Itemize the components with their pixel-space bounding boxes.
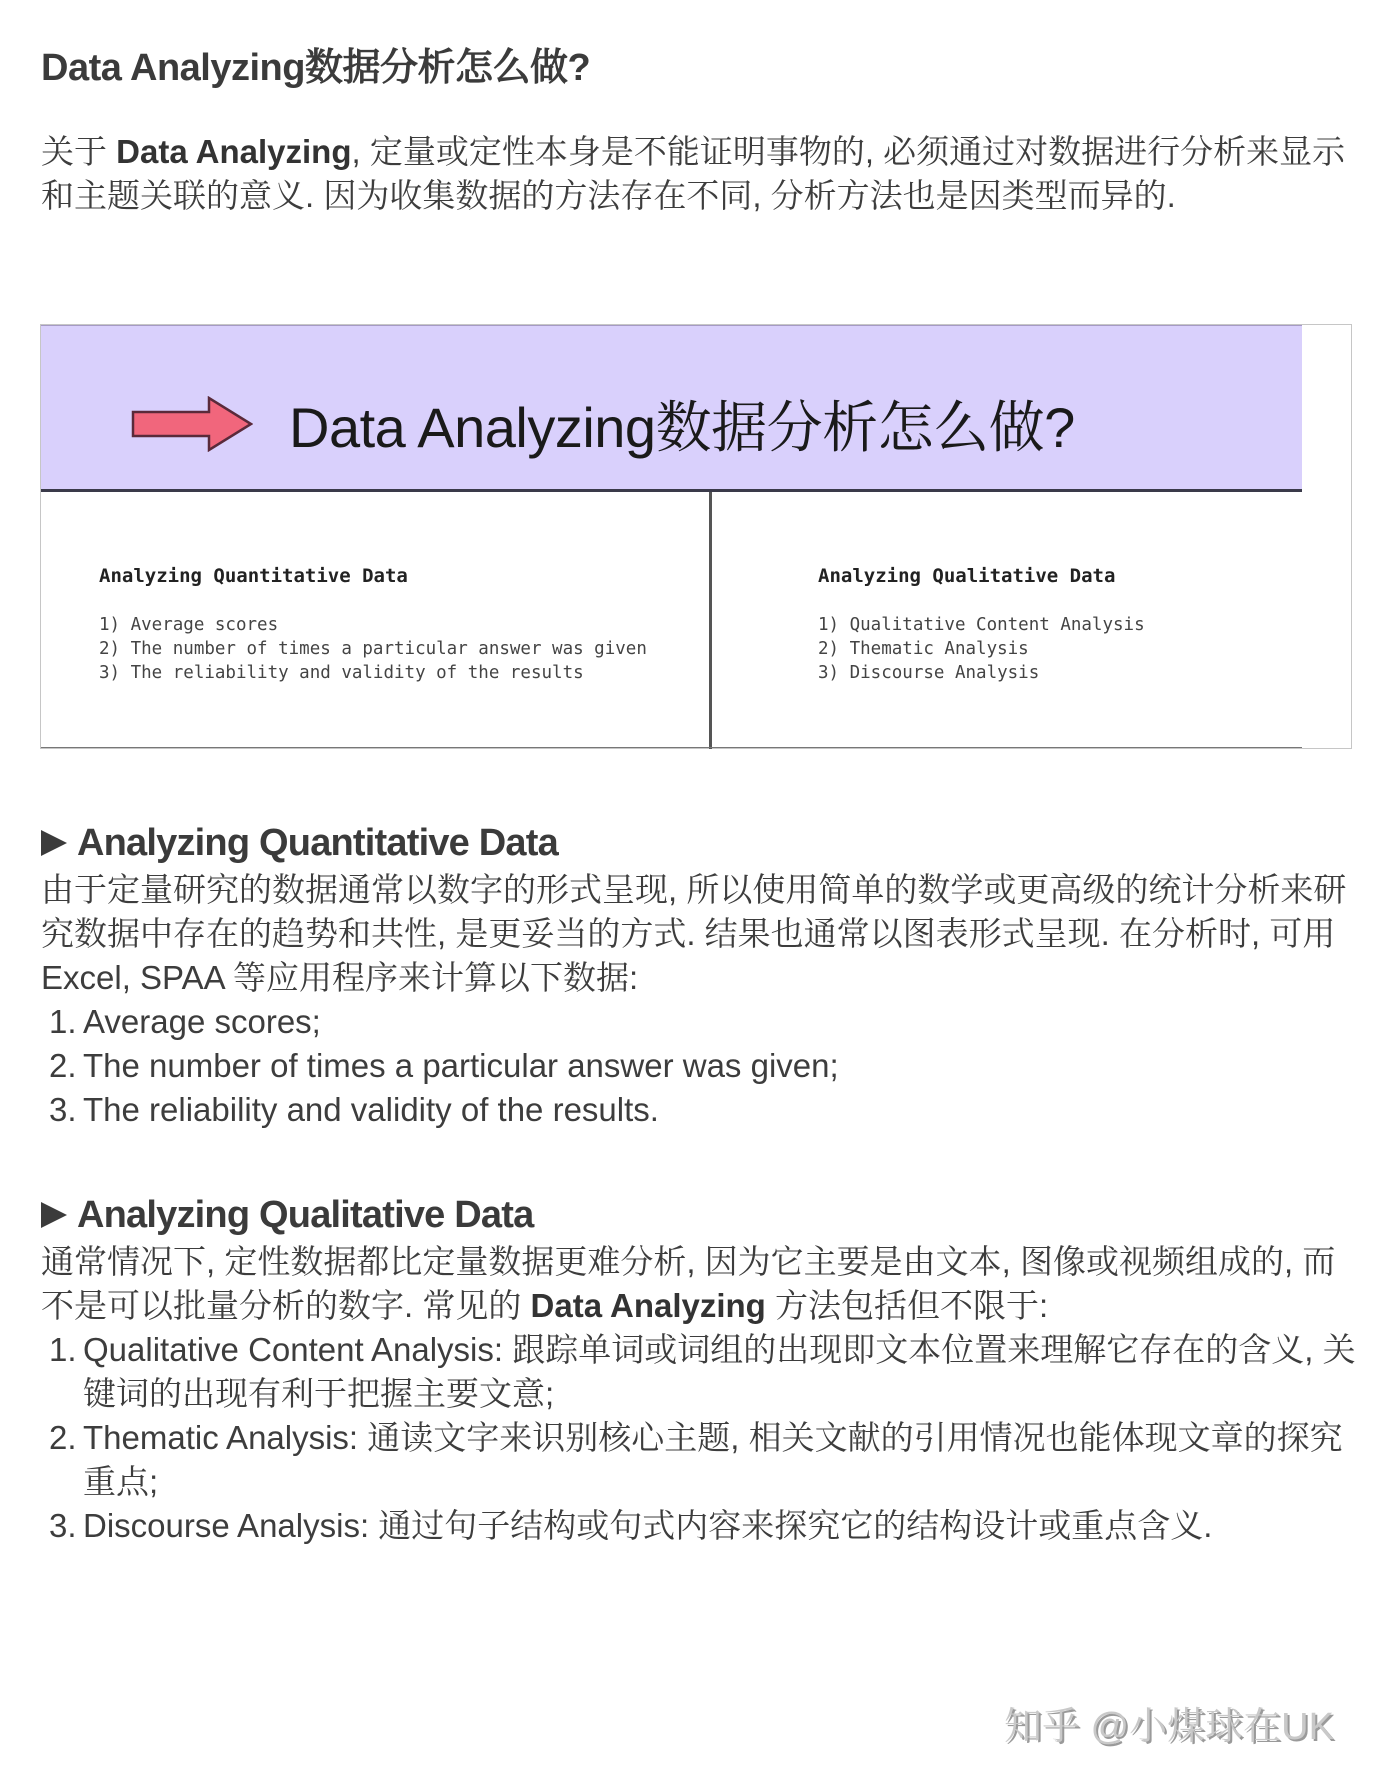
intro-paragraph xyxy=(41,130,1351,218)
section-quantitative xyxy=(41,818,1361,1132)
slide-quantitative-column xyxy=(99,565,647,685)
list-item xyxy=(41,1088,1361,1132)
list-text: Average scores; xyxy=(83,1003,321,1040)
watermark: 知乎 @小煤球在UK xyxy=(1004,1706,1334,1748)
list-item xyxy=(41,1416,1361,1504)
slide-image xyxy=(40,324,1352,749)
section-body-bold-term: Data Analyzing xyxy=(530,1287,766,1324)
slide-quantitative-item: 3) The reliability and validity of the results xyxy=(99,663,584,683)
intro-bold-term: Data Analyzing xyxy=(116,133,352,170)
list-item xyxy=(41,1000,1361,1044)
slide-header xyxy=(41,325,1302,492)
page-title: Data Analyzing数据分析怎么做? xyxy=(41,47,591,89)
list-text: Discourse Analysis: 通过句子结构或句式内容来探究它的结构设计或重点含义. xyxy=(83,1507,1213,1544)
list-text: Thematic Analysis: 通读文字来识别核心主题, 相关文献的引用情况也能体现文章的探究重点; xyxy=(83,1419,1343,1500)
slide-quantitative-title: Analyzing Quantitative Data xyxy=(99,565,408,587)
intro-prefix: 关于 xyxy=(41,133,117,170)
slide-column-divider xyxy=(709,492,712,749)
section-heading-text: Analyzing Qualitative Data xyxy=(77,1193,534,1236)
list-number: 3. xyxy=(49,1091,77,1128)
slide-qualitative-item: 2) Thematic Analysis xyxy=(818,639,1029,659)
slide-qualitative-column xyxy=(818,565,1145,685)
slide-quantitative-item: 2) The number of times a particular answer was given xyxy=(99,639,647,659)
intro-rest: , 定量或定性本身是不能证明事物的, 必须通过对数据进行分析来显示和主题关联的意义. 因为收集数据的方法存在不同, 分析方法也是因类型而异的. xyxy=(41,133,1346,214)
section-body: 由于定量研究的数据通常以数字的形式呈现, 所以使用简单的数学或更高级的统计分析来研究数据中存在的趋势和共性, 是更妥当的方式. 结果也通常以图表形式呈现. 在分析时, 可用 Excel, SPAA 等应用程序来计算以下数据: xyxy=(41,871,1347,996)
list-item xyxy=(41,1044,1361,1088)
list-number: 3. xyxy=(49,1507,77,1544)
right-arrow-icon xyxy=(131,396,253,452)
list-item xyxy=(41,1328,1361,1416)
list-number: 2. xyxy=(49,1419,77,1456)
section-heading-text: Analyzing Quantitative Data xyxy=(77,821,558,864)
list-text: The reliability and validity of the results. xyxy=(83,1091,659,1128)
list-number: 1. xyxy=(49,1331,77,1368)
slide-qualitative-title: Analyzing Qualitative Data xyxy=(818,565,1116,587)
list-text: The number of times a particular answer was given; xyxy=(83,1047,839,1084)
slide-quantitative-item: 1) Average scores xyxy=(99,615,279,635)
section-body-suffix: 方法包括但不限于: xyxy=(765,1287,1049,1324)
slide-qualitative-item: 3) Discourse Analysis xyxy=(818,663,1040,683)
list-item xyxy=(41,1504,1361,1548)
list-text: Qualitative Content Analysis: 跟踪单词或词组的出现即文本位置来理解它存在的含义, 关键词的出现有利于把握主要文意; xyxy=(83,1331,1356,1412)
list-number: 2. xyxy=(49,1047,77,1084)
section-body xyxy=(41,1240,1361,1328)
triangle-bullet-icon xyxy=(41,830,67,856)
slide-bottom-line xyxy=(41,747,1302,748)
slide-qualitative-item: 1) Qualitative Content Analysis xyxy=(818,615,1145,635)
section-body-prefix: 通常情况下, 定性数据都比定量数据更难分析, 因为它主要是由文本, 图像或视频组成的, 而不是可以批量分析的数字. 常见的 xyxy=(41,1243,1336,1324)
list-number: 1. xyxy=(49,1003,77,1040)
section-heading xyxy=(41,1190,1361,1240)
section-heading xyxy=(41,818,1361,868)
section-qualitative xyxy=(41,1190,1361,1548)
quantitative-list xyxy=(41,1000,1361,1132)
slide-title: Data Analyzing数据分析怎么做? xyxy=(289,396,1075,459)
triangle-bullet-icon xyxy=(41,1202,67,1228)
qualitative-list xyxy=(41,1328,1361,1548)
